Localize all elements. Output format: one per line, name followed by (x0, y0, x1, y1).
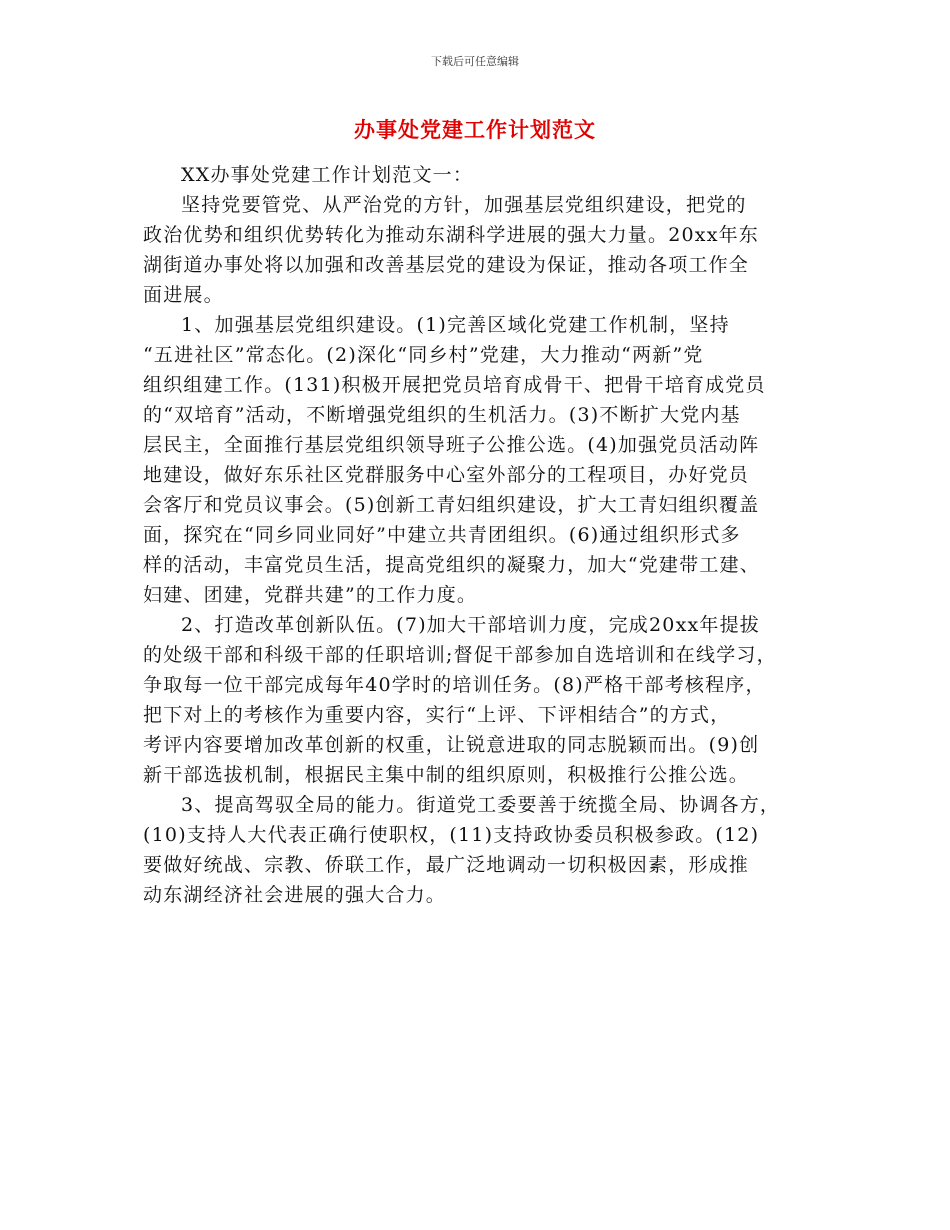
paragraph-line: 组织组建工作。(131)积极开展把党员培育成骨干、把骨干培育成党员 (143, 374, 766, 396)
header-note: 下载后可任意编辑 (431, 55, 519, 68)
paragraph-line: 面，探究在“同乡同业同好”中建立共青团组织。(6)通过组织形式多 (143, 524, 741, 546)
paragraph-line: 地建设，做好东乐社区党群服务中心室外部分的工程项目，办好党员 (143, 464, 750, 486)
paragraph-line: 坚持党要管党、从严治党的方针，加强基层党组织建设，把党的 (181, 194, 747, 216)
document-body (143, 160, 823, 910)
paragraph-line: 争取每一位干部完成每年40学时的培训任务。(8)严格干部考核程序， (143, 674, 766, 696)
paragraph-line: (10)支持人大代表正确行使职权，(11)支持政协委员积极参政。(12) (143, 824, 760, 846)
paragraph-line: 3、提高驾驭全局的能力。街道党工委要善于统揽全局、协调各方， (181, 794, 781, 816)
paragraph-line: 样的活动，丰富党员生活，提高党组织的凝聚力，加大“党建带工建、 (143, 554, 760, 576)
paragraph-line: 妇建、团建，党群共建”的工作力度。 (143, 584, 478, 606)
paragraph-line: 湖街道办事处将以加强和改善基层党的建设为保证，推动各项工作全 (143, 254, 750, 276)
paragraph-line: 的“双培育”活动，不断增强党组织的生机活力。(3)不断扩大党内基 (143, 404, 741, 426)
paragraph-line: 考评内容要增加改革创新的权重，让锐意进取的同志脱颖而出。(9)创 (143, 734, 760, 756)
paragraph-line: 面进展。 (143, 284, 224, 306)
paragraph-line: 层民主，全面推行基层党组织领导班子公推公选。(4)加强党员活动阵 (143, 434, 760, 456)
paragraph-line: 要做好统战、宗教、侨联工作，最广泛地调动一切积极因素，形成推 (143, 854, 750, 876)
document-title: 办事处党建工作计划范文 (354, 118, 596, 142)
subtitle-line: XX办事处党建工作计划范文一： (181, 164, 474, 186)
paragraph-line: 2、打造改革创新队伍。(7)加大干部培训力度，完成20xx年提拔 (181, 614, 761, 636)
paragraph-line: 会客厅和党员议事会。(5)创新工青妇组织建设，扩大工青妇组织覆盖 (143, 494, 760, 516)
paragraph-line: 政治优势和组织优势转化为推动东湖科学进展的强大力量。20xx年东 (143, 224, 760, 246)
paragraph-line: 1、加强基层党组织建设。(1)完善区域化党建工作机制，坚持 (181, 314, 730, 336)
paragraph-line: 动东湖经济社会进展的强大合力。 (143, 884, 447, 906)
paragraph-line: 把下对上的考核作为重要内容，实行“上评、下评相结合”的方式， (143, 704, 731, 726)
paragraph-line: 的处级干部和科级干部的任职培训;督促干部参加自选培训和在线学习， (143, 644, 777, 666)
paragraph-line: 新干部选拔机制，根据民主集中制的组织原则，积极推行公推公选。 (143, 764, 750, 786)
paragraph-line: “五进社区”常态化。(2)深化“同乡村”党建，大力推动“两新”党 (143, 344, 704, 366)
